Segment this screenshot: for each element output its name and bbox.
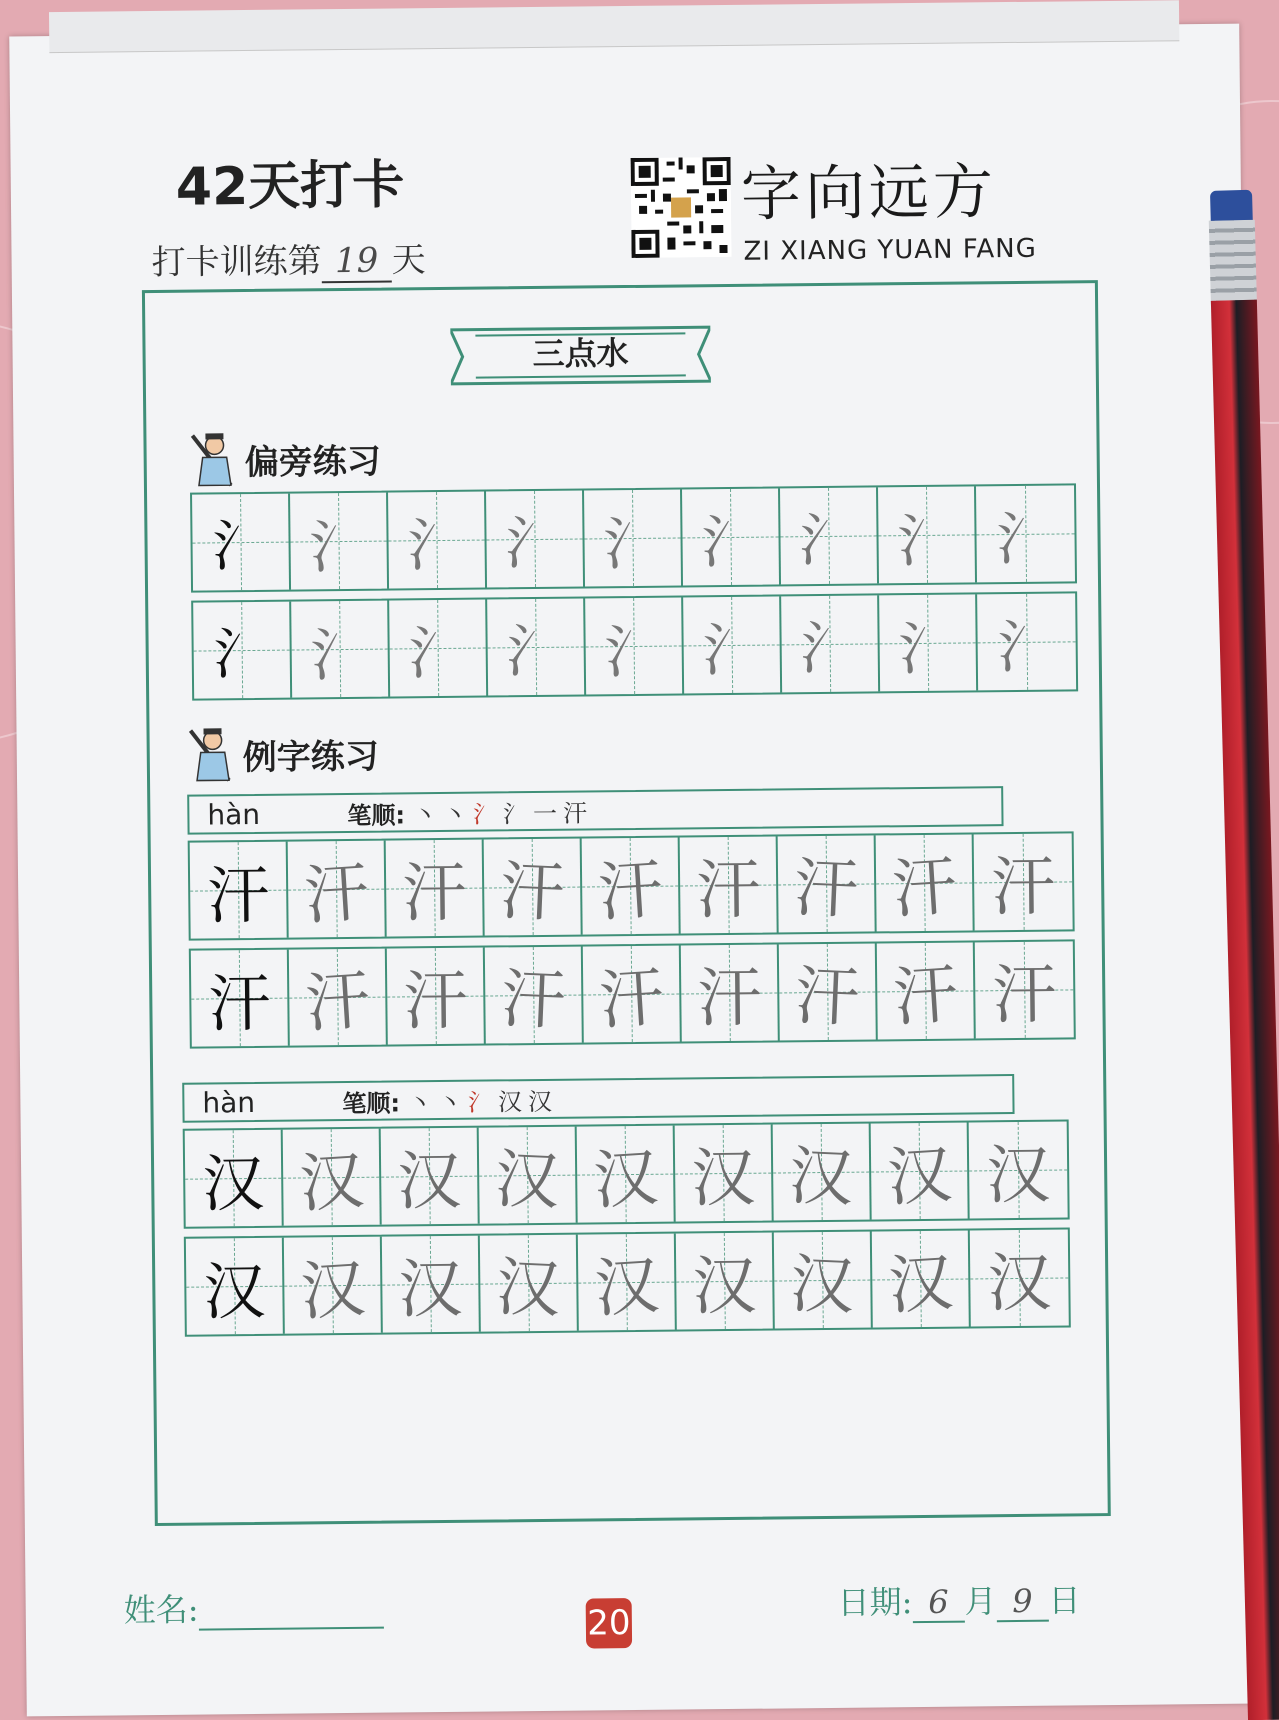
example-row xyxy=(188,831,1075,940)
page-number: 20 xyxy=(586,1598,633,1648)
stroke-step: 汉 xyxy=(497,1087,529,1116)
handwritten-character: 汉 xyxy=(298,1252,367,1331)
stroke-step: 汗 xyxy=(562,798,594,828)
handwritten-character: 汗 xyxy=(695,853,761,929)
stroke-order-label: 笔顺: xyxy=(347,800,406,830)
practice-cell[interactable] xyxy=(479,1127,578,1224)
day-prefix: 打卡训练第 xyxy=(151,241,322,284)
handwritten-character: 汉 xyxy=(396,1144,462,1220)
practice-cell[interactable] xyxy=(872,1230,971,1327)
scholar-icon xyxy=(188,429,239,490)
model-character: 汗 xyxy=(207,966,271,1040)
brand-logo: 字向远方 xyxy=(740,157,998,230)
handwritten-character: 氵 xyxy=(895,504,958,576)
radical-heading xyxy=(188,428,381,490)
practice-cell[interactable] xyxy=(879,594,978,691)
day-check-line xyxy=(151,232,426,285)
handwritten-character: 汗 xyxy=(499,962,567,1040)
name-field xyxy=(123,1583,383,1632)
scholar-icon xyxy=(186,724,237,785)
stroke-order xyxy=(408,1081,558,1118)
model-cell xyxy=(192,494,291,591)
radical-row xyxy=(190,483,1077,592)
day-number: 19 xyxy=(321,240,391,283)
handwritten-character: 氵 xyxy=(896,612,960,684)
handwritten-character: 氵 xyxy=(407,510,466,580)
handwritten-character: 汉 xyxy=(985,1138,1051,1214)
practice-cell[interactable] xyxy=(976,485,1075,582)
handwritten-character: 汗 xyxy=(303,964,372,1043)
handwritten-character: 汉 xyxy=(886,1246,955,1324)
handwritten-character: 氵 xyxy=(996,504,1055,574)
practice-cell[interactable] xyxy=(584,489,683,586)
practice-cell[interactable] xyxy=(977,593,1076,690)
handwritten-character: 汗 xyxy=(302,856,371,935)
practice-cell[interactable] xyxy=(290,493,389,590)
handwritten-character: 氵 xyxy=(799,613,860,685)
example-row xyxy=(189,939,1076,1048)
practice-cell[interactable] xyxy=(389,600,488,697)
practice-cell[interactable] xyxy=(291,601,390,698)
practice-cell[interactable] xyxy=(878,486,977,583)
practice-cell[interactable] xyxy=(283,1129,382,1226)
practice-cell[interactable] xyxy=(778,835,877,932)
day-label: 日 xyxy=(1048,1581,1081,1620)
practice-cell[interactable] xyxy=(975,941,1074,1038)
stroke-step: 汉 xyxy=(527,1087,559,1116)
handwritten-character: 氵 xyxy=(308,618,372,690)
date-field xyxy=(837,1575,1080,1624)
practice-cell[interactable] xyxy=(680,836,779,933)
practice-cell[interactable] xyxy=(288,841,387,938)
name-label: 姓名: xyxy=(123,1590,199,1630)
stroke-step: 氵 xyxy=(472,799,504,829)
practice-cell[interactable] xyxy=(774,1232,873,1329)
practice-cell[interactable] xyxy=(382,1236,481,1333)
pinyin-bar xyxy=(187,786,1003,835)
handwritten-character: 汗 xyxy=(596,853,665,931)
handwritten-character: 汗 xyxy=(793,959,861,1037)
stroke-order xyxy=(413,793,593,830)
practice-cell[interactable] xyxy=(386,840,485,937)
practice-cell[interactable] xyxy=(877,942,976,1039)
handwritten-character: 汉 xyxy=(690,1141,756,1217)
handwritten-character: 汗 xyxy=(402,964,468,1040)
handwritten-character: 汉 xyxy=(398,1252,463,1328)
handwritten-character: 汗 xyxy=(597,961,666,1039)
handwritten-character: 氵 xyxy=(997,612,1057,682)
radical-row xyxy=(191,591,1078,700)
practice-cell[interactable] xyxy=(582,838,681,935)
date-month: 6 xyxy=(912,1583,964,1624)
practice-cell[interactable] xyxy=(289,949,388,1046)
handwritten-character: 汗 xyxy=(890,850,959,928)
handwritten-character: 汉 xyxy=(592,1249,661,1328)
page-title: 42天打卡 xyxy=(175,155,405,218)
practice-cell[interactable] xyxy=(876,834,975,931)
handwritten-character: 氵 xyxy=(601,507,664,579)
practice-cell[interactable] xyxy=(683,596,782,693)
handwritten-character: 汉 xyxy=(788,1247,856,1325)
brand-pinyin: ZI XIANG YUAN FANG xyxy=(743,233,1037,267)
handwritten-character: 汉 xyxy=(885,1138,954,1216)
handwritten-character: 汗 xyxy=(991,958,1057,1034)
stroke-step: 丶 xyxy=(412,800,444,829)
example-block-2 xyxy=(182,1073,1071,1336)
day-suffix: 天 xyxy=(391,240,426,281)
practice-cell[interactable] xyxy=(675,1125,774,1222)
notebook-page xyxy=(9,24,1257,1717)
handwritten-character: 汗 xyxy=(696,961,762,1037)
stroke-order-label: 笔顺: xyxy=(342,1088,401,1118)
page-binding xyxy=(49,0,1179,53)
topic-title: 三点水 xyxy=(532,334,629,374)
stroke-step: 氵一 xyxy=(502,799,564,828)
model-cell xyxy=(185,1130,284,1227)
date-day: 9 xyxy=(996,1582,1048,1623)
handwritten-character: 汗 xyxy=(990,850,1056,926)
practice-cell[interactable] xyxy=(681,944,780,1041)
stroke-step: 丶 xyxy=(442,800,474,829)
handwritten-character: 氵 xyxy=(307,510,370,582)
qr-code-icon xyxy=(631,157,732,258)
practice-cell[interactable] xyxy=(779,943,878,1040)
month-label: 月 xyxy=(964,1582,997,1621)
practice-cell[interactable] xyxy=(871,1122,970,1219)
practice-cell[interactable] xyxy=(682,488,781,585)
pinyin: hàn xyxy=(202,1085,256,1120)
practice-cell[interactable] xyxy=(578,1234,677,1331)
practice-cell[interactable] xyxy=(577,1126,676,1223)
name-line[interactable] xyxy=(198,1597,383,1631)
practice-cell[interactable] xyxy=(969,1121,1068,1218)
model-cell xyxy=(191,950,290,1047)
handwritten-character: 氵 xyxy=(503,508,565,580)
model-character: 汉 xyxy=(202,1254,266,1329)
practice-cell[interactable] xyxy=(585,597,684,694)
practice-cell[interactable] xyxy=(583,946,682,1043)
handwritten-character: 汉 xyxy=(493,1142,561,1220)
handwritten-character: 汉 xyxy=(787,1139,855,1217)
handwritten-character: 汗 xyxy=(401,856,467,932)
practice-cell[interactable] xyxy=(387,948,486,1045)
practice-cell[interactable] xyxy=(381,1128,480,1225)
handwritten-character: 汉 xyxy=(494,1250,562,1328)
handwritten-character: 汉 xyxy=(297,1144,366,1223)
example-heading xyxy=(186,723,379,785)
date-label: 日期: xyxy=(837,1583,913,1622)
model-character: 汉 xyxy=(201,1146,265,1221)
practice-cell[interactable] xyxy=(487,598,586,695)
model-cell xyxy=(193,602,292,699)
practice-cell[interactable] xyxy=(284,1237,383,1334)
example-row xyxy=(184,1227,1071,1336)
pinyin: hàn xyxy=(207,797,261,831)
practice-cell[interactable] xyxy=(388,492,487,589)
handwritten-character: 氵 xyxy=(702,615,762,685)
handwritten-character: 氵 xyxy=(505,616,566,688)
handwritten-character: 汉 xyxy=(591,1141,660,1220)
handwritten-character: 氵 xyxy=(408,618,468,688)
stroke-step: 丶 xyxy=(437,1088,469,1117)
handwritten-character: 汉 xyxy=(986,1246,1052,1322)
practice-cell[interactable] xyxy=(970,1229,1069,1326)
practice-cell[interactable] xyxy=(773,1124,872,1221)
model-character: 氵 xyxy=(212,513,269,580)
radical-heading-text: 偏旁练习 xyxy=(244,441,381,483)
practice-cell[interactable] xyxy=(480,1235,579,1332)
stroke-step: 氵 xyxy=(467,1087,499,1117)
handwritten-character: 汉 xyxy=(691,1249,757,1325)
handwritten-character: 氵 xyxy=(602,615,666,687)
example-row xyxy=(183,1119,1070,1228)
handwritten-character: 汗 xyxy=(498,854,566,932)
pinyin-bar xyxy=(182,1074,1014,1123)
handwritten-character: 汗 xyxy=(891,957,960,1036)
model-character: 汗 xyxy=(206,858,270,932)
example-block-1 xyxy=(187,785,1076,1048)
practice-cell[interactable] xyxy=(676,1233,775,1330)
practice-cell[interactable] xyxy=(974,833,1073,930)
practice-cell[interactable] xyxy=(486,490,585,587)
practice-cell[interactable] xyxy=(484,839,583,936)
stroke-step: 丶 xyxy=(407,1088,439,1117)
handwritten-character: 汗 xyxy=(792,851,860,929)
pencil-ferrule xyxy=(1209,220,1257,306)
practice-cell[interactable] xyxy=(780,487,879,584)
handwritten-character: 氵 xyxy=(701,507,760,577)
model-character: 氵 xyxy=(213,621,271,688)
practice-cell[interactable] xyxy=(781,595,880,692)
example-heading-text: 例字练习 xyxy=(242,736,380,778)
model-cell xyxy=(186,1238,285,1335)
practice-cell[interactable] xyxy=(485,947,584,1044)
handwritten-character: 氵 xyxy=(797,505,859,577)
radical-grid xyxy=(190,483,1078,700)
model-cell xyxy=(190,842,289,939)
